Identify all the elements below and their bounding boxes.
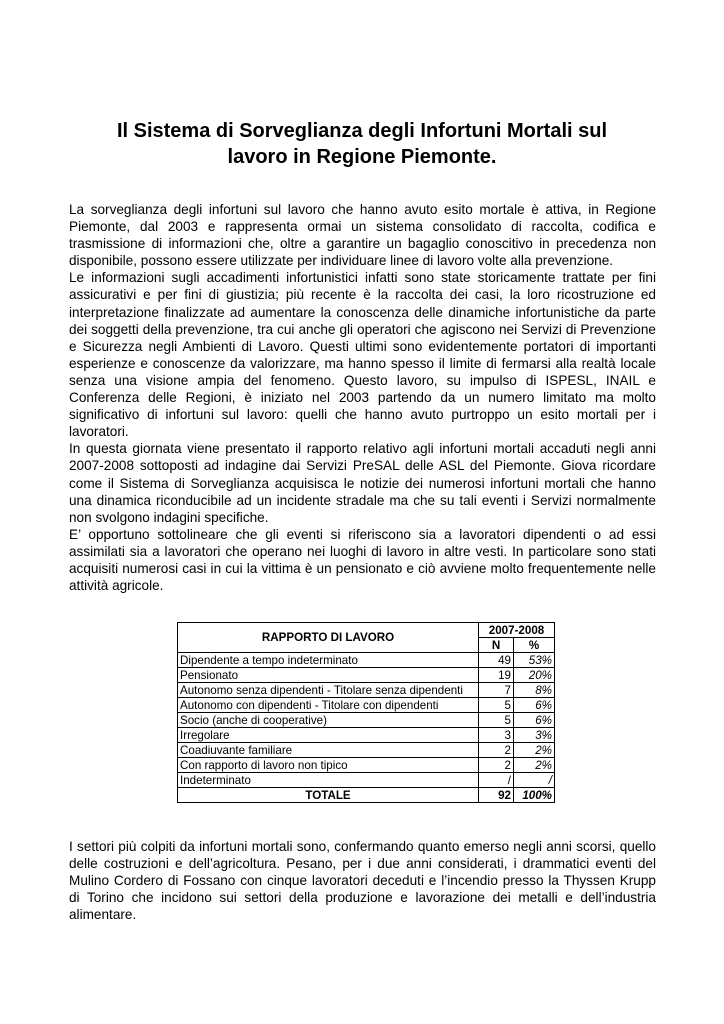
row-pct: 6%: [514, 698, 555, 713]
header-pct: %: [514, 638, 555, 653]
title-line-2: lavoro in Regione Piemonte.: [227, 146, 497, 168]
row-label: Dipendente a tempo indeterminato: [178, 653, 479, 668]
table-row: [178, 728, 555, 743]
row-pct: 3%: [514, 728, 555, 743]
table-row: [178, 668, 555, 683]
row-label: Indeterminato: [178, 773, 479, 788]
row-n: /: [479, 773, 514, 788]
row-n: 2: [479, 758, 514, 773]
row-n: 5: [479, 698, 514, 713]
header-n: N: [479, 638, 514, 653]
table-row: [178, 653, 555, 668]
title-line-1: Il Sistema di Sorveglianza degli Infortuni Mortali sul: [116, 120, 608, 142]
row-label: Socio (anche di cooperative): [178, 713, 479, 728]
total-n: 92: [479, 788, 514, 803]
table-header-row: [178, 623, 555, 638]
table-row: [178, 683, 555, 698]
row-label: Autonomo senza dipendenti - Titolare senza dipendenti: [178, 683, 479, 698]
paragraph: E’ opportuno sottolineare che gli eventi si riferiscono sia a lavoratori dipendenti o ad essi assimilati sia a lavoratori che operano nei luoghi di lavoro in altre vesti. In particolare sono stati acquisiti numerosi casi in cui la vittima è un pensionato e ciò avviene molto frequentemente nelle attività agricole.: [69, 526, 656, 594]
row-n: 19: [479, 668, 514, 683]
table-row: [178, 758, 555, 773]
row-label: Con rapporto di lavoro non tipico: [178, 758, 479, 773]
header-rapporto-di-lavoro: RAPPORTO DI LAVORO: [178, 623, 479, 653]
header-period: 2007-2008: [479, 623, 555, 638]
paragraph: Le informazioni sugli accadimenti infortunistici infatti sono state storicamente trattate per fini assicurativi e per fini di giustizia; più recente è la raccolta dei casi, la loro ricostruzione ed interpretazione finalizzate ad aumentare la conoscenza delle dinamiche infortunistiche da parte dei soggetti della prevenzione, tra cui anche gli operatori che agiscono nei Servizi di Prevenzione e Sicurezza negli Ambienti di Lavoro. Questi ultimi sono evidentemente portatori di importanti esperienze e conoscenze da valorizzare, ma hanno spesso il limite di fermarsi alla realtà locale senza una visione ampia del fenomeno. Questo lavoro, su impulso di ISPESL, INAIL e Conferenza delle Regioni, è iniziato nel 2003 partendo da un numero limitato ma molto significativo di infortuni sul lavoro: quelli che hanno avuto purtroppo un esito mortali per i lavoratori.: [69, 270, 656, 440]
paragraph: In questa giornata viene presentato il rapporto relativo agli infortuni mortali accaduti negli anni 2007-2008 sottoposti ad indagine dai Servizi PreSAL delle ASL del Piemonte. Giova ricordare come il Sistema di Sorveglianza acquisisca le notizie dei numerosi infortuni mortali che hanno una dinamica riconducibile ad un incidente stradale ma che su tali eventi i Servizi normalmente non svolgono indagini specifiche.: [69, 441, 656, 525]
row-n: 5: [479, 713, 514, 728]
row-n: 7: [479, 683, 514, 698]
row-n: 49: [479, 653, 514, 668]
row-label: Coadiuvante familiare: [178, 743, 479, 758]
row-pct: 20%: [514, 668, 555, 683]
table-total-row: [178, 788, 555, 803]
total-label: TOTALE: [178, 788, 479, 803]
row-pct: 2%: [514, 758, 555, 773]
row-pct: 6%: [514, 713, 555, 728]
row-pct: 53%: [514, 653, 555, 668]
row-n: 2: [479, 743, 514, 758]
row-n: 3: [479, 728, 514, 743]
closing-paragraph: I settori più colpiti da infortuni mortali sono, confermando quanto emerso negli anni scorsi, quello delle costruzioni e dell’agricoltura. Pesano, per i due anni considerati, i drammatici eventi del Mulino Cordero di Fossano con cinque lavoratori deceduti e l’incendio presso la Thyssen Krupp di Torino che incidono sui settori della produzione e lavorazione dei metalli e dell’industria alimentare.: [69, 839, 656, 923]
page-title: [60, 118, 664, 170]
table-row: [178, 698, 555, 713]
employment-type-table: [177, 622, 555, 803]
paragraph: La sorveglianza degli infortuni sul lavoro che hanno avuto esito mortale è attiva, in Regione Piemonte, dal 2003 e rappresenta ormai un sistema consolidato di raccolta, codifica e trasmissione di informazioni che, oltre a garantire un bagaglio conoscitivo in precedenza non disponibile, possono essere utilizzate per individuare linee di lavoro volte alla prevenzione.: [69, 202, 656, 269]
row-pct: 2%: [514, 743, 555, 758]
row-label: Pensionato: [178, 668, 479, 683]
table-row: [178, 713, 555, 728]
total-pct: 100%: [514, 788, 555, 803]
table-row: [178, 743, 555, 758]
row-label: Autonomo con dipendenti - Titolare con dipendenti: [178, 698, 479, 713]
row-pct: 8%: [514, 683, 555, 698]
table-row: [178, 773, 555, 788]
row-label: Irregolare: [178, 728, 479, 743]
intro-text: [69, 201, 656, 594]
row-pct: /: [514, 773, 555, 788]
